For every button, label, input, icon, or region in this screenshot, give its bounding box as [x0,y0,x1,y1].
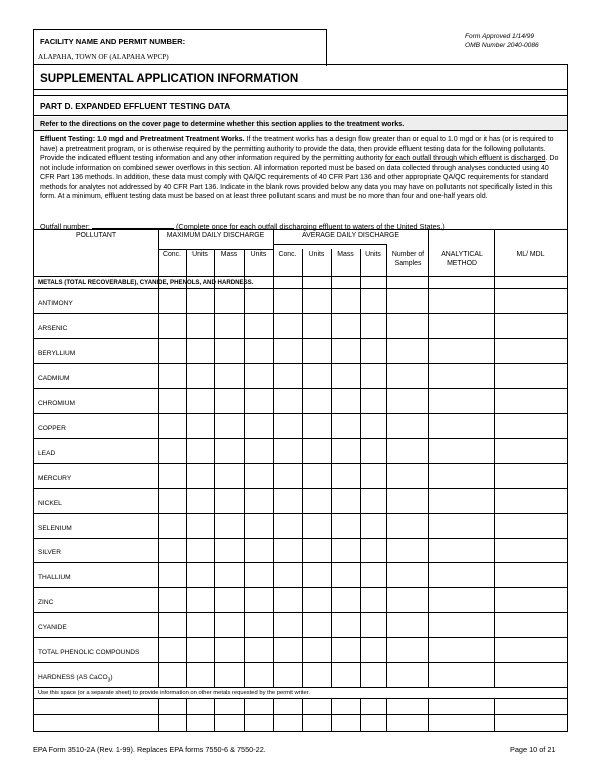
table-rule [33,513,567,514]
group-heading: METALS (TOTAL RECOVERABLE), CYANIDE, PHENOLS, AND HARDNESS. [38,279,254,286]
table-column-rule [158,229,159,687]
row-mercury: MERCURY [38,475,72,482]
table-column-rule [428,698,429,731]
table-rule [33,488,567,489]
row-cyanide: CYANIDE [38,624,67,631]
row-cadmium: CADMIUM [38,375,70,382]
col-avg-daily: AVERAGE DAILY DISCHARGE [302,232,399,239]
row-selenium: SELENIUM [38,525,72,532]
table-column-rule [302,698,303,731]
row-beryllium: BERYLLIUM [38,350,76,357]
col-max-daily: MAXIMUM DAILY DISCHARGE [166,232,265,239]
table-rule [33,276,567,277]
facility-label: FACILITY NAME AND PERMIT NUMBER: [40,37,186,46]
row-antimony: ANTIMONY [38,300,73,307]
sub-mass-avg: Mass [337,251,354,258]
table-column-rule [273,229,274,687]
table-rule [273,244,386,245]
effluent-text-b: . Do not include information on combined sewer overflows in this section. All information reported must be based on data collected through analyses conducted using 40 CFR Part 136 methods. In addition, these data must comply with QA/QC requirements of 40 CFR Part 136 and other appropriate QA/QC requirements for standard methods for analytes not addressed by 40 CFR Part 136. Indicate in the blank rows provided below any data you may have on pollutants not specifically listed in this form. At a minimum, effluent testing data must be based on at least three pollutant scans and must be no more than four and one-half years old. [40,155,559,201]
table-rule [33,413,567,414]
sub-conc-max: Conc. [162,251,181,258]
effluent-underlined: for each outfall through which effluent is discharged [384,155,546,163]
form-id: EPA Form 3510-2A (Rev. 1-99). Replaces EPA forms 7550-6 & 7550-22. [33,745,266,754]
table-rule [33,562,567,563]
row-arsenic: ARSENIC [38,325,68,332]
table-column-rule [214,249,215,687]
sub-units-avg: Units [308,251,325,258]
row-zinc: ZINC [38,599,54,606]
col-analytical: ANALYTICAL METHOD [441,251,483,267]
table-column-rule [186,698,187,731]
omb-number: OMB Number 2040-0086 [465,42,539,49]
sub-units-max: Units [192,251,208,258]
table-column-rule [386,698,387,731]
table-rule [33,587,567,588]
row-nickel: NICKEL [38,500,62,507]
col-num-samples: Number of Samples [391,251,425,267]
table-column-rule [494,698,495,731]
table-column-rule [360,698,361,731]
hardness-label: HARDNESS (AS CaCO [38,674,108,681]
table-column-rule [386,244,387,249]
table-rule [33,229,567,230]
sub-units-max-2: Units [250,251,267,258]
effluent-text-a: If the treatment works has a design flow greater than or equal to 1.0 mgd or it has (or is required to have) a pretreatment program, or is otherwise required by the permitting authority to provide the data, then provide effluent testing data for the following pollutants. Provide the indicated effluent testing information and any other information required by the permitting authority [40,136,554,163]
table-rule [33,288,567,289]
table-column-rule [428,229,429,687]
hardness-close: ) [110,674,113,681]
table-column-rule [244,249,245,687]
table-rule [33,662,567,663]
page-number: Page 10 of 21 [510,745,556,754]
table-column-rule [494,229,495,687]
table-column-rule [360,249,361,687]
table-rule [33,363,567,364]
table-rule [33,438,567,439]
sub-mass-max: Mass [220,251,238,258]
table-rule [33,313,567,314]
row-thallium: THALLIUM [38,574,71,581]
row-total-phenolic: TOTAL PHENOLIC COMPOUNDS [38,649,140,656]
outfall-label: Outfall number: [40,222,90,231]
other-metals-note: Use this space (or a separate sheet) to provide information on other metals requested by the permit writer. [38,690,310,696]
row-silver: SILVER [38,549,61,556]
col-pollutant: POLLUTANT [75,232,117,239]
table-rule [158,249,273,250]
table-rule [33,612,567,613]
table-column-rule [331,698,332,731]
col-ml-mdl: ML/ MDL [516,251,545,258]
table-rule [33,388,567,389]
table-column-rule [273,698,274,731]
table-column-rule [158,698,159,731]
table-rule [33,698,567,699]
table-column-rule [214,698,215,731]
table-rule [33,338,567,339]
sub-units-avg-2: Units [365,251,381,258]
refer-note: Refer to the directions on the cover page to determine whether this section applies to the treatment works. [40,119,405,128]
form-approved: Form Approved 1/14/99 [465,33,535,40]
outfall-note: (Complete once for each outfall discharging effluent to waters of the United States.) [175,222,445,231]
part-title: PART D. EXPANDED EFFLUENT TESTING DATA [40,101,231,111]
sub-conc-avg: Conc. [278,251,297,258]
table-rule [33,538,567,539]
table-rule [33,463,567,464]
row-chromium: CHROMIUM [38,400,75,407]
table-column-rule [244,698,245,731]
table-column-rule [186,249,187,687]
row-copper: COPPER [38,425,66,432]
table-column-rule [331,249,332,687]
hardness-sub: 3 [107,677,111,684]
table-rule [33,714,567,715]
table-rule [33,687,567,688]
effluent-lead: Effluent Testing: 1.0 mgd and Pretreatment Treatment Works. [40,136,245,143]
table-rule [33,637,567,638]
row-hardness [38,674,113,683]
facility-value: ALAPAHA, TOWN OF (ALAPAHA WPCP) [38,53,169,61]
section-title: SUPPLEMENTAL APPLICATION INFORMATION [40,72,299,85]
table-rule [33,731,567,732]
row-lead: LEAD [38,450,56,457]
table-column-rule [302,249,303,687]
table-column-rule [386,249,387,687]
